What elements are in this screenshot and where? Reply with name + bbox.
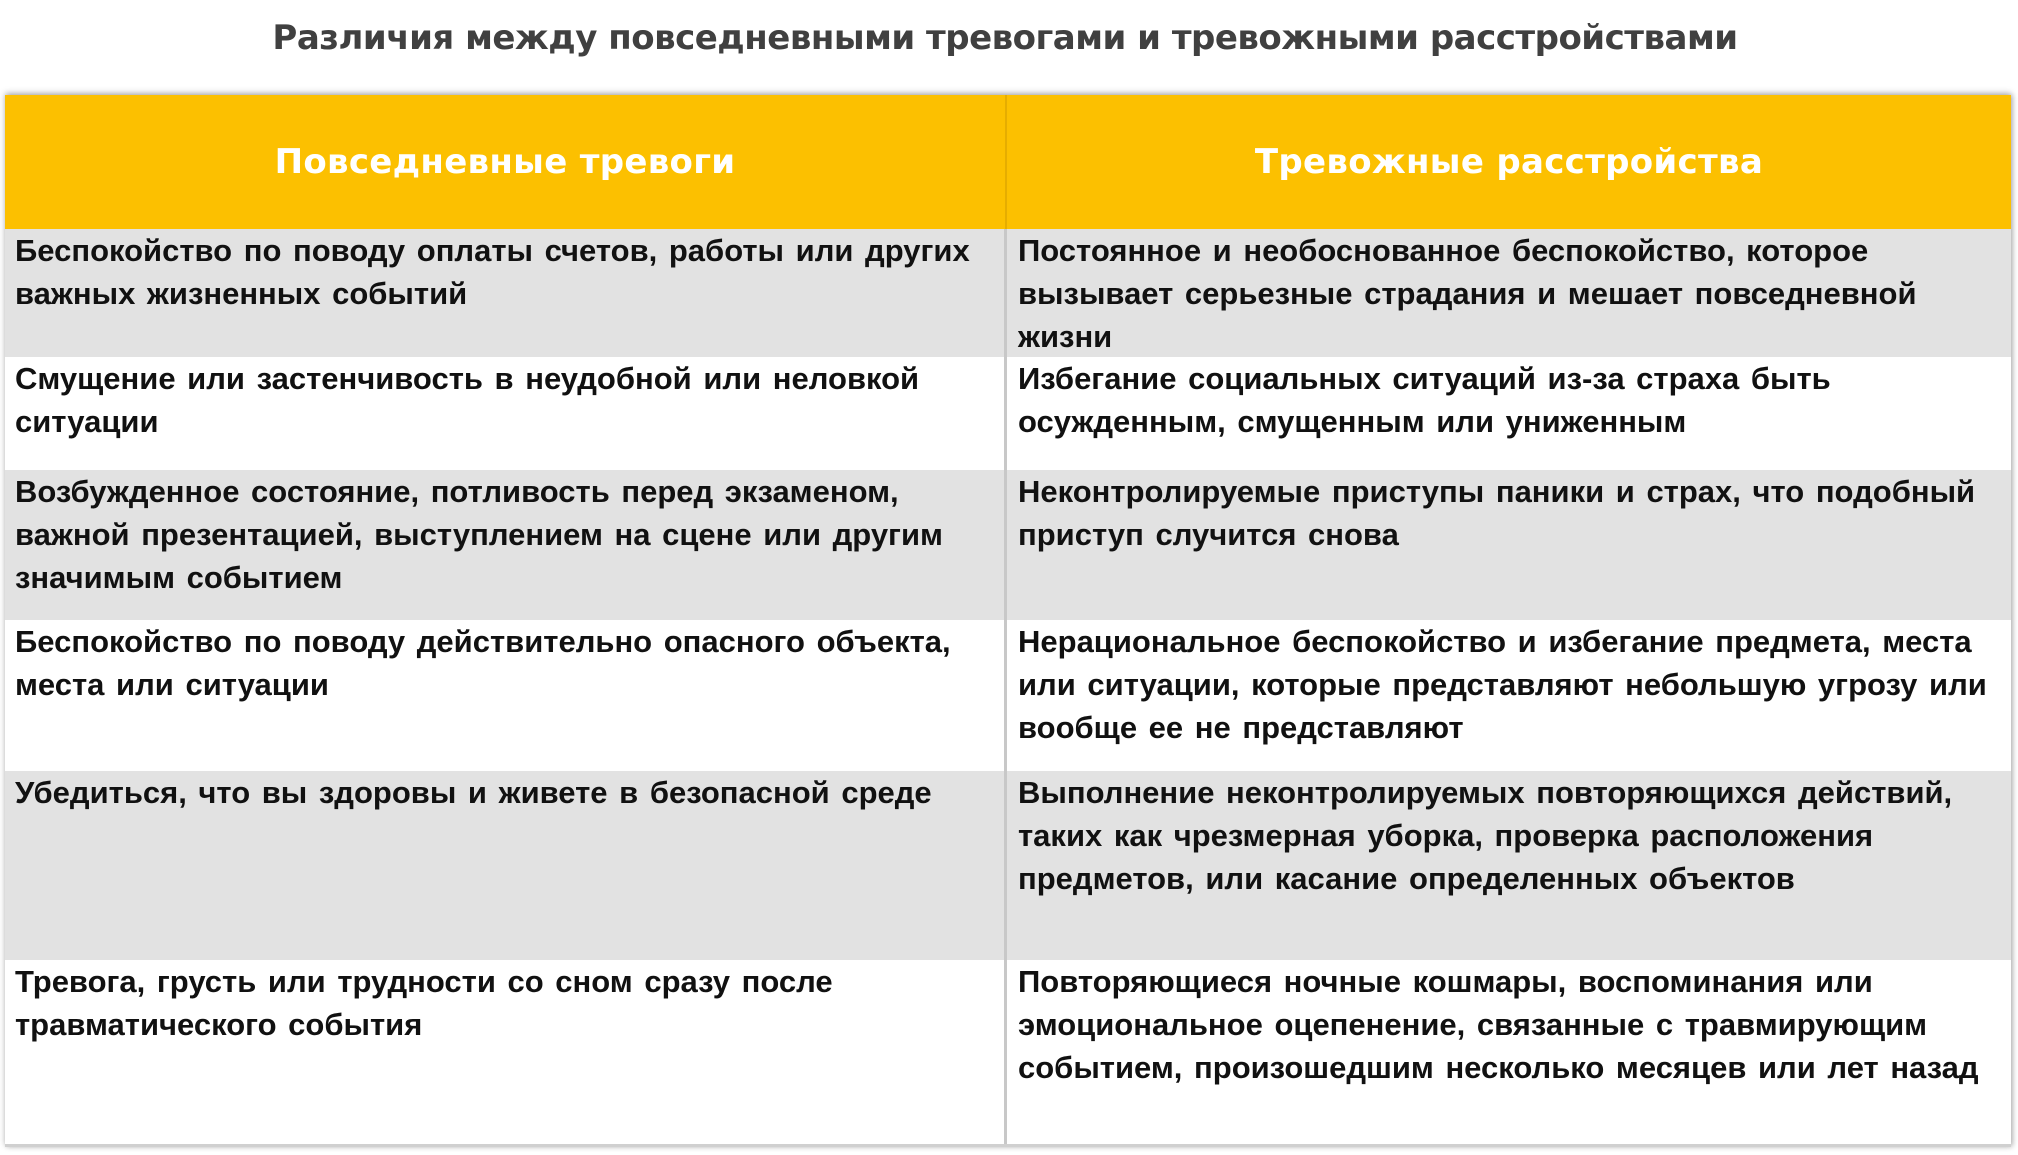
cell-anxiety-disorder: Постоянное и необоснованное беспокойство, которое вызывает серьезные страдания и мешает повседневной жизни <box>1018 233 1917 354</box>
table-header <box>5 95 2011 229</box>
cell-everyday-worry: Возбужденное состояние, потливость перед экзаменом, важной презентацией, выступлением на сцене или другим значимым событием <box>5 470 1007 620</box>
table-row <box>5 357 2011 470</box>
table-row <box>5 620 2011 771</box>
cell-everyday-worry: Убедиться, что вы здоровы и живете в безопасной среде <box>5 771 1007 960</box>
comparison-table <box>5 95 2011 1147</box>
column-header-anxiety-disorders: Тревожные расстройства <box>1254 142 1764 182</box>
cell-everyday-worry: Тревога, грусть или трудности со сном сразу после травматического события <box>5 960 1007 1144</box>
table-row <box>5 771 2011 960</box>
cell-anxiety-disorder: Повторяющиеся ночные кошмары, воспоминания или эмоциональное оцепенение, связанные с травмирующим событием, произошедшим несколько месяцев или лет назад <box>1018 964 1979 1085</box>
table-bottom-border <box>5 1144 2011 1147</box>
cell-everyday-worry: Беспокойство по поводу действительно опасного объекта, места или ситуации <box>5 620 1007 771</box>
cell-everyday-worry: Беспокойство по поводу оплаты счетов, работы или других важных жизненных событий <box>5 229 1007 357</box>
cell-anxiety-disorder: Неконтролируемые приступы паники и страх, что подобный приступ случится снова <box>1018 474 1976 552</box>
cell-anxiety-disorder: Избегание социальных ситуаций из-за страха быть осужденным, смущенным или униженным <box>1018 361 1831 439</box>
table-row <box>5 470 2011 620</box>
cell-anxiety-disorder: Выполнение неконтролируемых повторяющихся действий, таких как чрезмерная уборка, проверка расположения предметов, или касание определенных объектов <box>1018 775 1953 896</box>
cell-everyday-worry: Смущение или застенчивость в неудобной или неловкой ситуации <box>5 357 1007 470</box>
table-row <box>5 229 2011 357</box>
cell-anxiety-disorder: Нерациональное беспокойство и избегание предмета, места или ситуации, которые представляют небольшую угрозу или вообще ее не представляют <box>1018 624 1987 745</box>
page-title: Различия между повседневными тревогами и тревожными расстройствами <box>272 18 1738 58</box>
column-header-everyday-worries: Повседневные тревоги <box>5 95 1007 229</box>
table-row <box>5 960 2011 1144</box>
